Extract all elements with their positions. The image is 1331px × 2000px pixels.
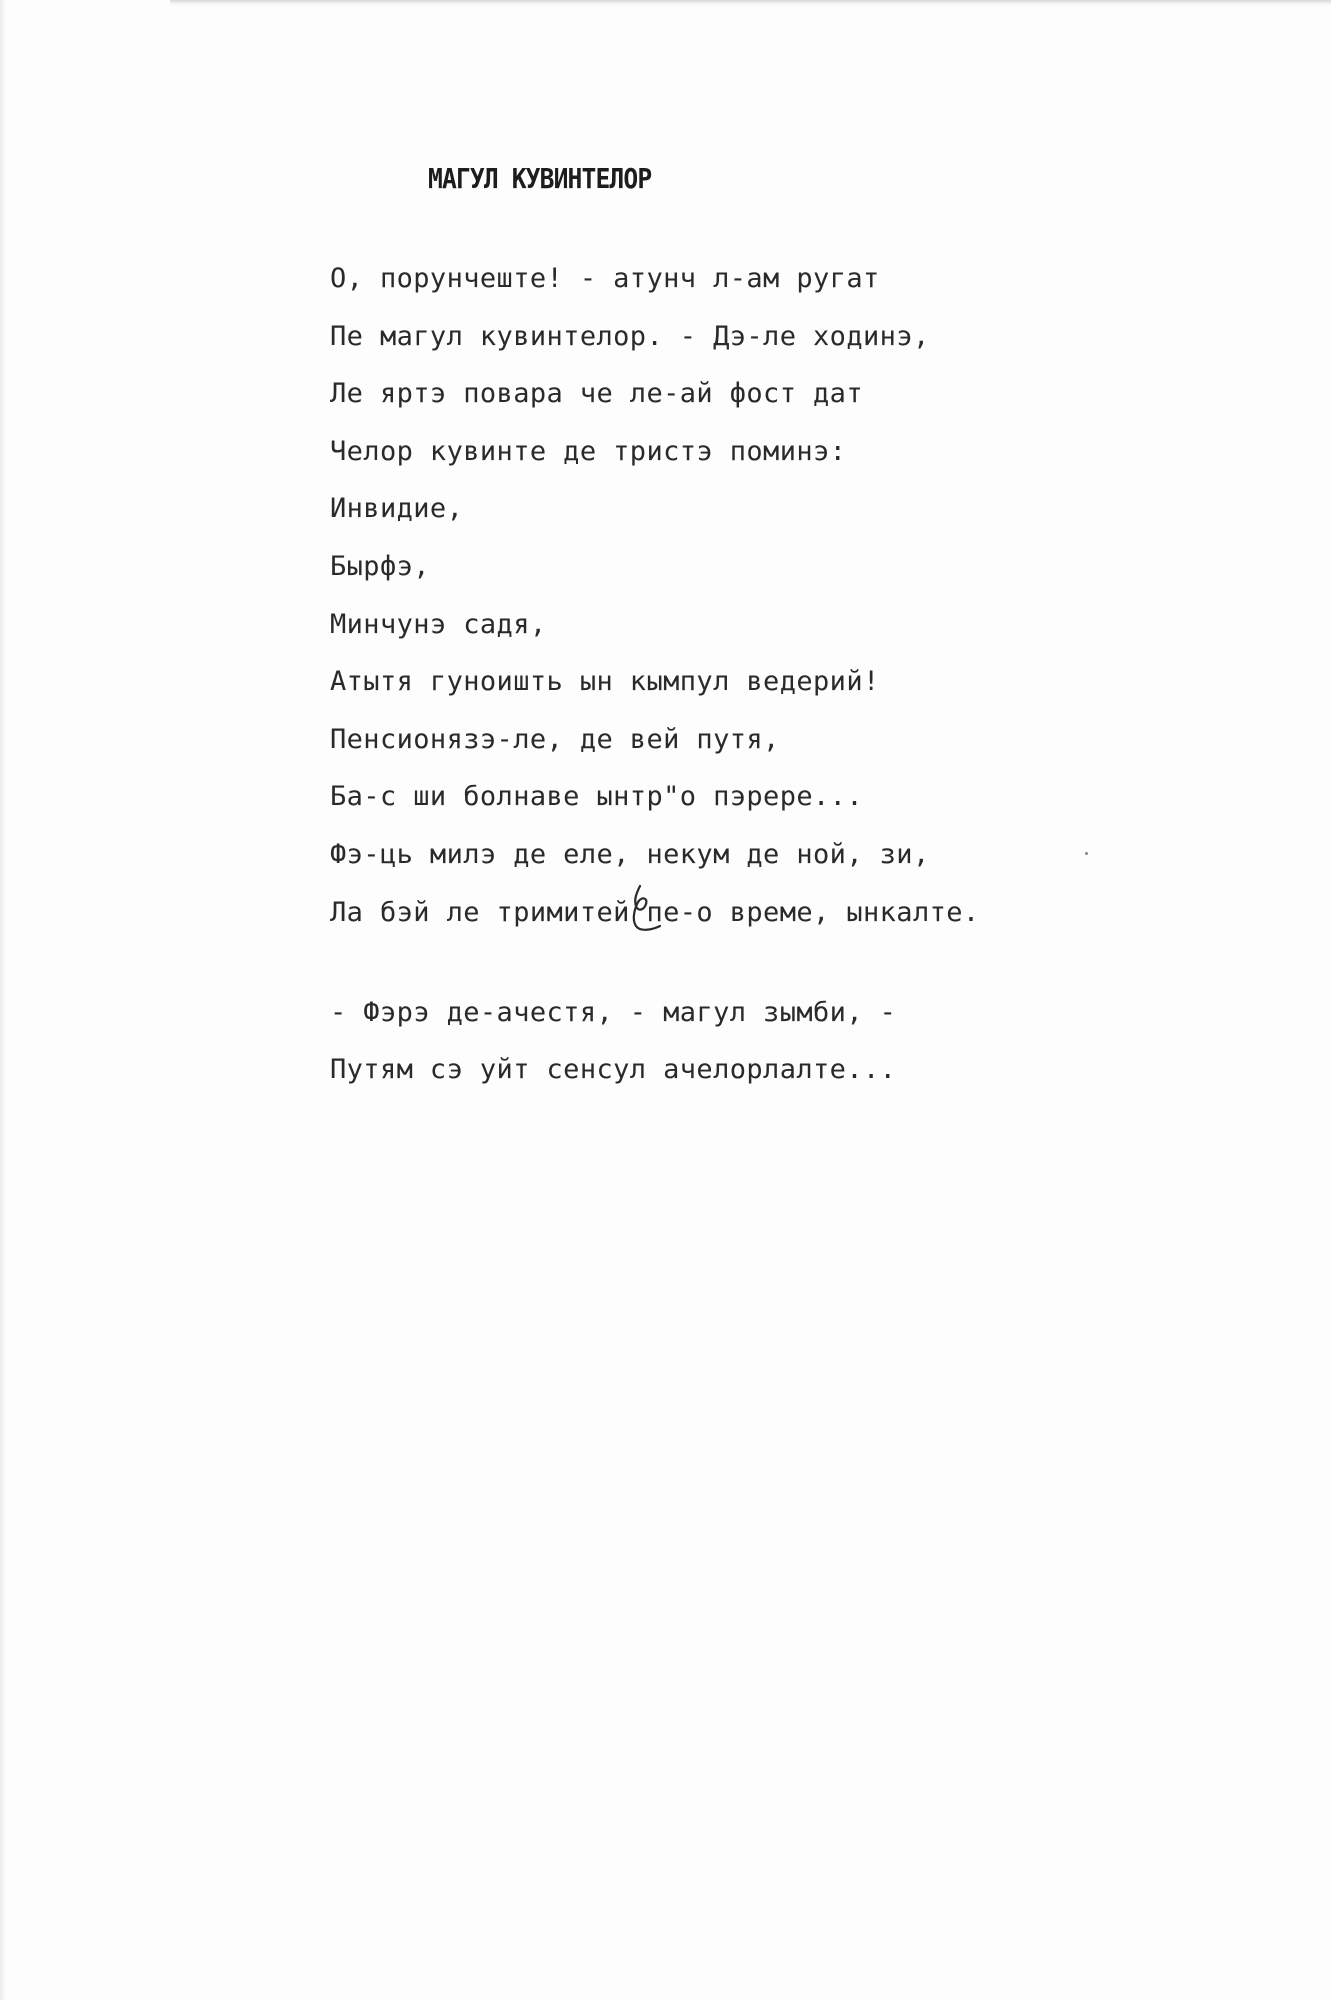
poem-line: - Фэрэ де-ачестя, - магул зымби, - [330, 996, 897, 1028]
paper-speck [1085, 852, 1088, 855]
poem-line: Фэ-ць милэ де еле, некум де ной, зи, [330, 838, 930, 870]
poem-line: Бырфэ, [330, 550, 430, 582]
poem-line: Челор кувинте де тристэ поминэ: [330, 435, 847, 467]
handwritten-correction-mark [626, 880, 666, 934]
paper-top-edge [170, 0, 1331, 6]
poem-line: Пенсионязэ-ле, де вей путя, [330, 723, 780, 755]
poem-line: Инвидие, [330, 493, 464, 525]
poem-title: МАГУЛ КУВИНТЕЛОР [428, 162, 652, 195]
poem-body [330, 250, 980, 1099]
paper-left-edge [0, 0, 6, 2000]
poem-line: Минчунэ садя, [330, 608, 547, 640]
poem-line: Атытя гуноишть ын кымпул ведерий! [330, 666, 880, 698]
poem-line: О, порунчеште! - атунч л-ам ругат [330, 263, 880, 294]
poem-line: Ла бэй ле тримитей пе-о време, ынкалте. [330, 896, 980, 928]
poem-line: Путям сэ уйт сенсул ачелорлалте... [330, 1054, 897, 1086]
poem-line: Ле яртэ повара че ле-ай фост дат [330, 378, 863, 410]
poem-line: Пе магул кувинтелор. - Дэ-ле ходинэ, [330, 320, 930, 352]
poem-line: Ба-с ши болнаве ынтр"о пэрере... [330, 781, 863, 813]
